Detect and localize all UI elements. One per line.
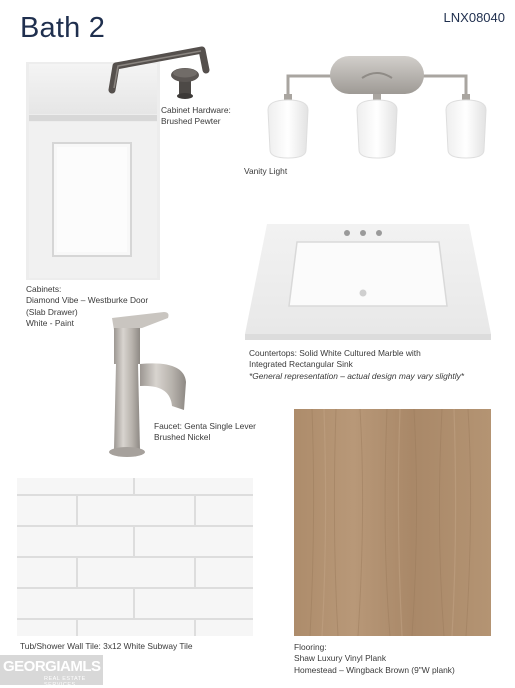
georgia-mls-watermark: [0, 655, 103, 688]
faucet-caption: [154, 421, 256, 444]
wall-tile-caption-line: Tub/Shower Wall Tile: 3x12 White Subway Tile: [20, 641, 193, 651]
flooring-caption-line: Homestead – Wingback Brown (9"W plank): [294, 664, 455, 675]
countertops-caption-line: Integrated Rectangular Sink: [249, 359, 353, 370]
knob-image: [170, 66, 200, 100]
hardware-caption: [161, 105, 231, 128]
subway-tile-image: [17, 478, 253, 636]
countertops-caption-line: Countertops: Solid White Cultured Marble with: [249, 348, 421, 358]
countertops-caption: [249, 348, 464, 382]
flooring-caption-line: Flooring:: [294, 642, 327, 652]
faucet-caption-line: Brushed Nickel: [154, 432, 211, 443]
wall-tile-caption: [20, 641, 193, 652]
countertops-note: *General representation – actual design may vary slightly*: [249, 370, 465, 381]
plan-code: LNX08040: [443, 10, 505, 25]
cabinets-caption-line: Diamond Vibe – Westburke Door: [26, 295, 149, 306]
vanity-light-image: [262, 54, 494, 160]
hardware-caption-line: Cabinet Hardware:: [161, 105, 231, 115]
page-title: Bath 2: [20, 12, 106, 44]
watermark-brand: GEORGIAMLS: [3, 658, 101, 675]
flooring-caption: [294, 642, 455, 676]
flooring-swatch-image: [294, 409, 491, 636]
vanity-light-caption-line: Vanity Light: [244, 166, 288, 176]
cabinets-caption-line: (Slab Drawer): [26, 306, 78, 317]
hardware-caption-line: Brushed Pewter: [161, 116, 221, 127]
flooring-caption-line: Shaw Luxury Vinyl Plank: [294, 653, 387, 664]
faucet-caption-line: Faucet: Genta Single Lever: [154, 421, 256, 431]
cabinets-caption-line: Cabinets:: [26, 284, 62, 294]
countertop-image: [245, 222, 491, 342]
cabinets-caption-line: White - Paint: [26, 317, 74, 328]
watermark-tagline: REAL ESTATE SERVICES: [44, 676, 86, 688]
vanity-light-caption: [244, 166, 287, 177]
